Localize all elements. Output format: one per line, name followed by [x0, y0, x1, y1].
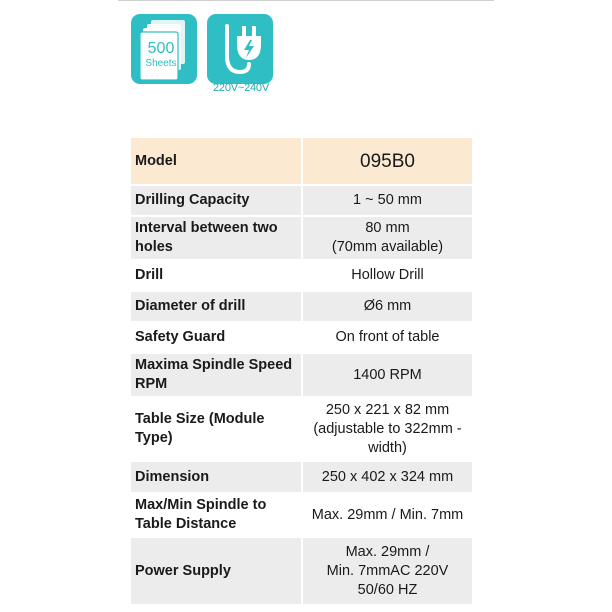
spec-label: Drilling Capacity: [130, 185, 302, 216]
table-row: [130, 291, 473, 322]
table-row: [130, 537, 473, 605]
spec-header-row: [130, 137, 473, 185]
table-row: [130, 353, 473, 397]
spec-value: Hollow Drill: [302, 260, 473, 291]
spec-label: Drill: [130, 260, 302, 291]
voltage-label: 220V~240V: [212, 82, 269, 94]
spec-label: Max/Min Spindle to Table Distance: [130, 493, 302, 537]
spec-value: Ø6 mm: [302, 291, 473, 322]
spec-value: 1 ~ 50 mm: [302, 185, 473, 216]
table-row: [130, 461, 473, 493]
sheets-unit: Sheets: [145, 58, 177, 69]
spec-label: Dimension: [130, 461, 302, 493]
sheets-capacity-badge: [131, 14, 197, 84]
power-plug-icon: [207, 14, 273, 84]
table-row: [130, 322, 473, 353]
spec-label: Interval between two holes: [130, 216, 302, 260]
table-row: [130, 185, 473, 216]
table-row: [130, 397, 473, 461]
spec-label: Maxima Spindle Speed RPM: [130, 353, 302, 397]
spec-value: Max. 29mm / Min. 7mmAC 220V 50/60 HZ: [302, 537, 473, 605]
spec-value: 80 mm (70mm available): [302, 216, 473, 260]
spec-value: 250 x 221 x 82 mm (adjustable to 322mm - width): [302, 397, 473, 461]
spec-label: Power Supply: [130, 537, 302, 605]
spec-label: Safety Guard: [130, 322, 302, 353]
power-voltage-badge: [207, 14, 273, 84]
table-row: [130, 260, 473, 291]
top-divider: [118, 0, 494, 1]
spec-value: On front of table: [302, 322, 473, 353]
table-row: [130, 493, 473, 537]
spec-label: Diameter of drill: [130, 291, 302, 322]
spec-value: Max. 29mm / Min. 7mm: [302, 493, 473, 537]
spec-value: 1400 RPM: [302, 353, 473, 397]
spec-value: 250 x 402 x 324 mm: [302, 461, 473, 493]
sheets-count: 500: [147, 40, 175, 57]
spec-table: [129, 136, 474, 606]
spec-header-value: 095B0: [302, 137, 473, 185]
spec-header-label: Model: [130, 137, 302, 185]
table-row: [130, 216, 473, 260]
spec-label: Table Size (Module Type): [130, 397, 302, 461]
